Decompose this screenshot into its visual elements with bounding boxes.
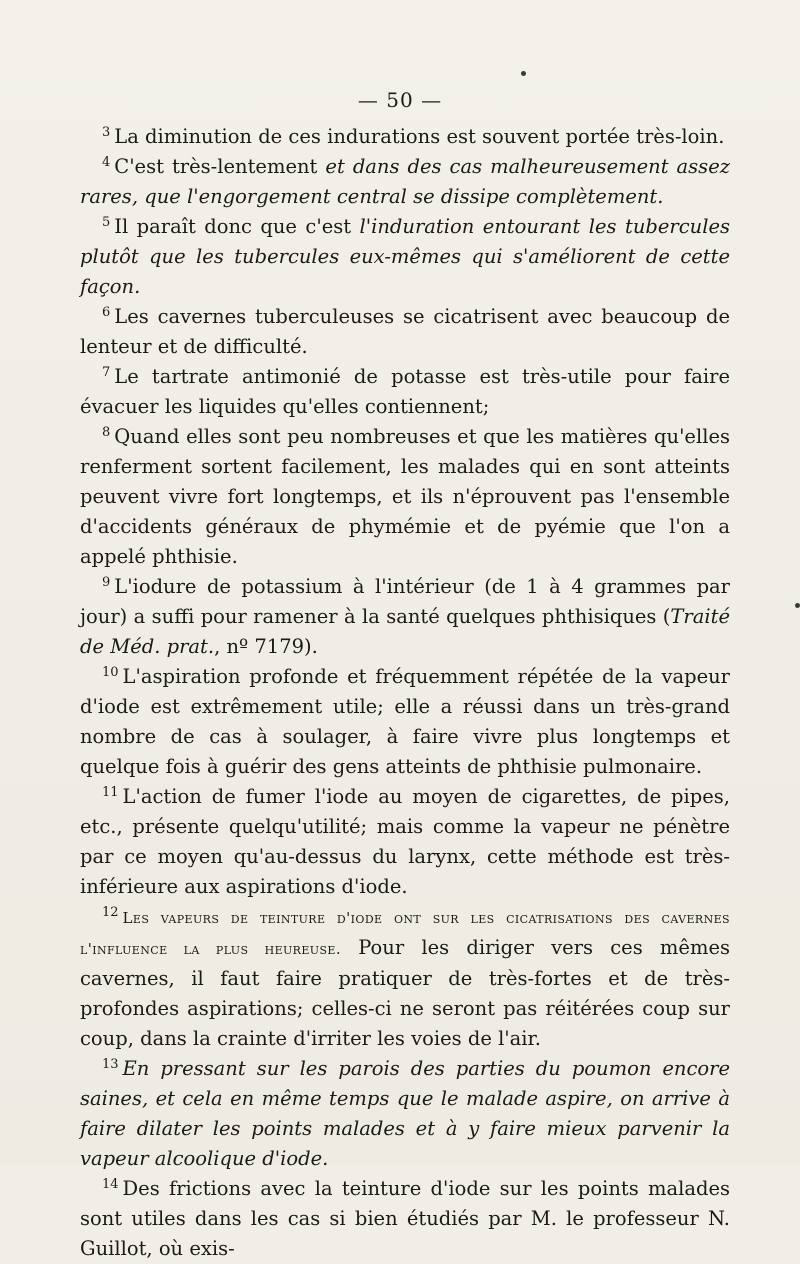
paragraph-4 <box>80 152 730 212</box>
paragraph-6 <box>80 302 730 362</box>
footnote-number: 9 <box>102 574 111 590</box>
ink-speck <box>795 603 800 608</box>
paragraph-7 <box>80 362 730 422</box>
paragraph-text: En pressant sur les parois des parties du poumon encore saines, et cela en même temps que le malade aspire, on arrive à faire dilater les points malades et à y faire mieux parvenir la vapeur alcoolique d'iode. <box>80 1057 730 1170</box>
paragraph-text: Quand elles sont peu nombreuses et que les matières qu'elles renferment sortent facilement, les malades qui en sont atteints peuvent vivre fort longtemps, et ils n'éprouvent pas l'ensemble d'accidents généraux de phymémie et de pyémie que l'on a appelé phthisie. <box>80 425 730 568</box>
paragraph-text: Pour les diriger vers ces mêmes cavernes, il faut faire pratiquer de très-fortes et de très-profondes aspirations; celles-ci ne seront pas réitérées coup sur coup, dans la crainte d'irriter les voies de l'air. <box>80 936 730 1050</box>
paragraph-12 <box>80 902 730 1054</box>
footnote-number: 12 <box>102 904 119 920</box>
paragraph-text: l'induration entourant les tubercules plutôt que les tubercules eux-mêmes qui s'améliorent de cette façon. <box>80 215 730 298</box>
footnote-number: 8 <box>102 424 111 440</box>
paragraph-text: Il paraît donc que c'est <box>114 215 360 238</box>
footnote-number: 3 <box>102 124 111 140</box>
footnote-number: 5 <box>102 214 111 230</box>
paragraph-text: L'action de fumer l'iode au moyen de cigarettes, de pipes, etc., présente quelqu'utilité; mais comme la vapeur ne pénètre par ce moyen qu'au-dessus du larynx, cette méthode est très-inférieure aux aspirations d'iode. <box>80 785 730 898</box>
paragraph-text: , nº 7179). <box>214 635 318 658</box>
footnote-number: 13 <box>102 1056 119 1072</box>
paragraph-10 <box>80 662 730 782</box>
paragraph-text: Le tartrate antimonié de potasse est très-utile pour faire évacuer les liquides qu'elles contiennent; <box>80 365 730 418</box>
paragraph-8 <box>80 422 730 572</box>
ink-speck <box>521 71 526 76</box>
paragraph-text: et dans des cas malheureusement assez rares, que l'engorgement central se dissipe complètement. <box>80 155 731 208</box>
paragraph-13 <box>80 1054 730 1174</box>
paragraph-text: Les vapeurs de teinture d'iode ont sur les cicatrisations des cavernes l'influence la plus heureuse. <box>80 909 730 958</box>
paragraph-9 <box>80 572 730 662</box>
footnote-number: 7 <box>102 364 111 380</box>
paragraph-11 <box>80 782 730 902</box>
paragraph-14 <box>80 1174 730 1264</box>
paragraph-text: Traité de Méd. prat. <box>80 605 730 658</box>
paragraph-3 <box>80 122 730 152</box>
footnote-number: 14 <box>102 1176 119 1192</box>
footnote-number: 10 <box>102 664 119 680</box>
footnote-number: 4 <box>102 154 111 170</box>
page-number: — 50 — <box>357 88 443 112</box>
footnote-number: 11 <box>102 784 119 800</box>
footnote-number: 6 <box>102 304 111 320</box>
paragraph-5 <box>80 212 730 302</box>
paragraph-text: Les cavernes tuberculeuses se cicatrisent avec beaucoup de lenteur et de difficulté. <box>80 305 730 358</box>
paragraph-text: Des frictions avec la teinture d'iode sur les points malades sont utiles dans les cas si bien étudiés par M. le professeur N. Guillot, où exis- <box>80 1177 730 1260</box>
paragraph-text: C'est très-lentement <box>114 155 326 178</box>
body-text <box>80 122 730 1264</box>
paragraph-text: L'iodure de potassium à l'intérieur (de 1 à 4 grammes par jour) a suffi pour ramener à la santé quelques phthisiques ( <box>80 575 730 628</box>
paragraph-text: L'aspiration profonde et fréquemment répétée de la vapeur d'iode est extrêmement utile; elle a réussi dans un très-grand nombre de cas à soulager, à faire vivre plus longtemps et quelque fois à guérir des gens atteints de phthisie pulmonaire. <box>80 665 730 778</box>
paragraph-text: La diminution de ces indurations est souvent portée très-loin. <box>114 125 725 148</box>
